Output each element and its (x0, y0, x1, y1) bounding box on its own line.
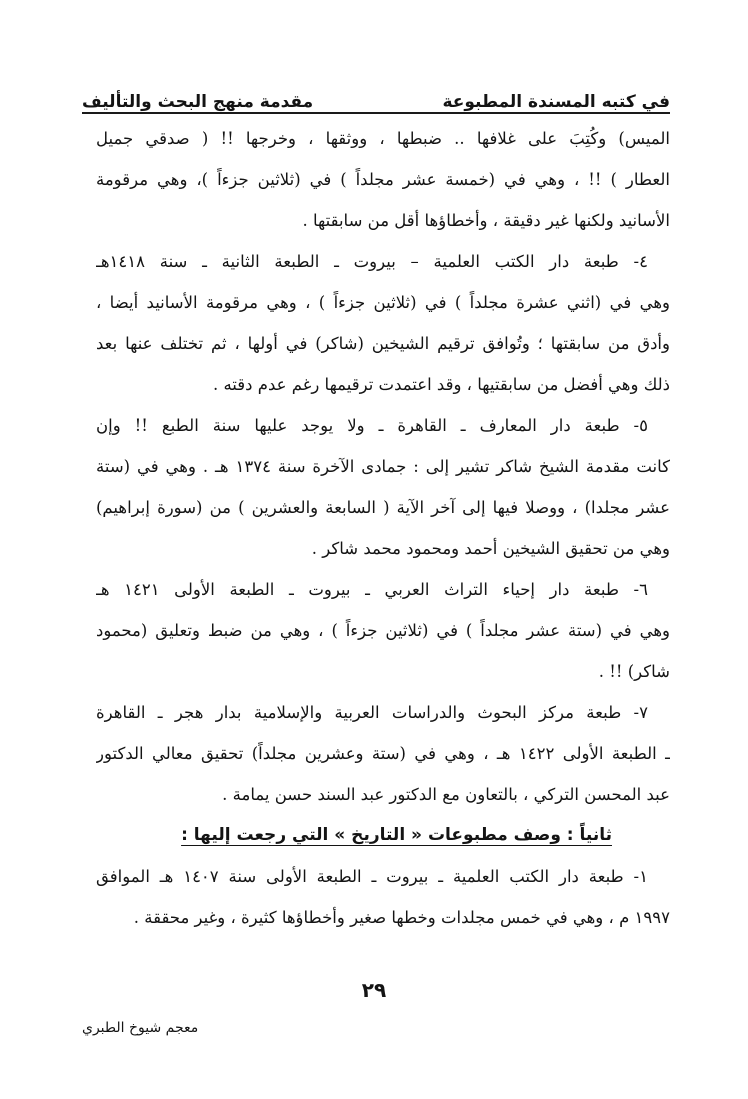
running-header (82, 72, 670, 112)
section-heading (96, 815, 670, 856)
text-line: عشر مجلدا) ، ووصلا فيها إلى آخر الآية ( السابعة والعشرين ) من (سورة إبراهيم) (96, 498, 670, 517)
text-line: الميس) وكُتِبَ على غلافها .. ضبطها ، ووثقها ، وخرجها !! ( صدقي جميل (96, 129, 670, 148)
text-line: ٤- طبعة دار الكتب العلمية – بيروت ـ الطبعة الثانية ـ سنة ١٤١٨هـ (96, 252, 648, 271)
text-line: شاكر) !! . (598, 662, 670, 681)
text-line: ٧- طبعة مركز البحوث والدراسات العربية والإسلامية بدار هجر ـ القاهرة (96, 703, 648, 722)
text-line: ـ الطبعة الأولى ١٤٢٢ هـ ، وهي في (ستة وعشرين مجلداً) تحقيق معالي الدكتور (96, 744, 670, 763)
header-divider (82, 112, 670, 114)
body-text (96, 118, 670, 938)
text-line: وهي في (اثني عشرة مجلداً ) في (ثلاثين جزءاً ) ، وهي مرقومة الأسانيد أيضا ، (96, 293, 670, 312)
text-line: وهي من تحقيق الشيخين أحمد ومحمود محمد شاكر . (311, 539, 670, 558)
text-line: ١٩٩٧ م ، وهي في خمس مجلدات وخطها صغير وأخطاؤها كثيرة ، وغير محققة . (133, 908, 670, 927)
text-line: ٦- طبعة دار إحياء التراث العربي ـ بيروت ـ الطبعة الأولى ١٤٢١ هـ (96, 580, 648, 599)
text-line: وأدق من سابقتها ؛ وتُوافق ترقيم الشيخين (شاكر) في أولها ، ثم تختلف عنها بعد (96, 334, 670, 353)
section-heading-text: ثانياً : وصف مطبوعات « التاريخ » التي رجعت إليها : (181, 825, 612, 845)
header-right-title: في كتبه المسندة المطبوعة (442, 92, 670, 112)
footer-book-title: معجم شيوخ الطبري (82, 1020, 199, 1036)
text-line: كانت مقدمة الشيخ شاكر تشير إلى : جمادى الآخرة سنة ١٣٧٤ هـ . وهي في (ستة (96, 457, 670, 476)
text-line: وهي في (ستة عشر مجلداً ) في (ثلاثين جزءاً ) ، وهي من ضبط وتعليق (محمود (96, 621, 670, 640)
text-line: الأسانيد ولكنها غير دقيقة ، وأخطاؤها أقل من سابقتها . (302, 211, 670, 230)
header-left-title: مقدمة منهج البحث والتأليف (82, 92, 314, 112)
text-line: العطار ) !! ، وهي في (خمسة عشر مجلداً ) في (ثلاثين جزءاً )، وهي مرقومة (96, 170, 670, 189)
page-number: ٢٩ (361, 978, 387, 1002)
text-line: ٥- طبعة دار المعارف ـ القاهرة ـ ولا يوجد عليها سنة الطبع !! وإن (96, 416, 648, 435)
text-line: ١- طبعة دار الكتب العلمية ـ بيروت ـ الطبعة الأولى سنة ١٤٠٧ هـ الموافق (96, 867, 649, 886)
text-line: ذلك وهي أفضل من سابقتيها ، وقد اعتمدت ترقيمها رغم عدم دقته . (212, 375, 670, 394)
text-line: عبد المحسن التركي ، بالتعاون مع الدكتور عبد السند حسن يمامة . (222, 785, 670, 804)
